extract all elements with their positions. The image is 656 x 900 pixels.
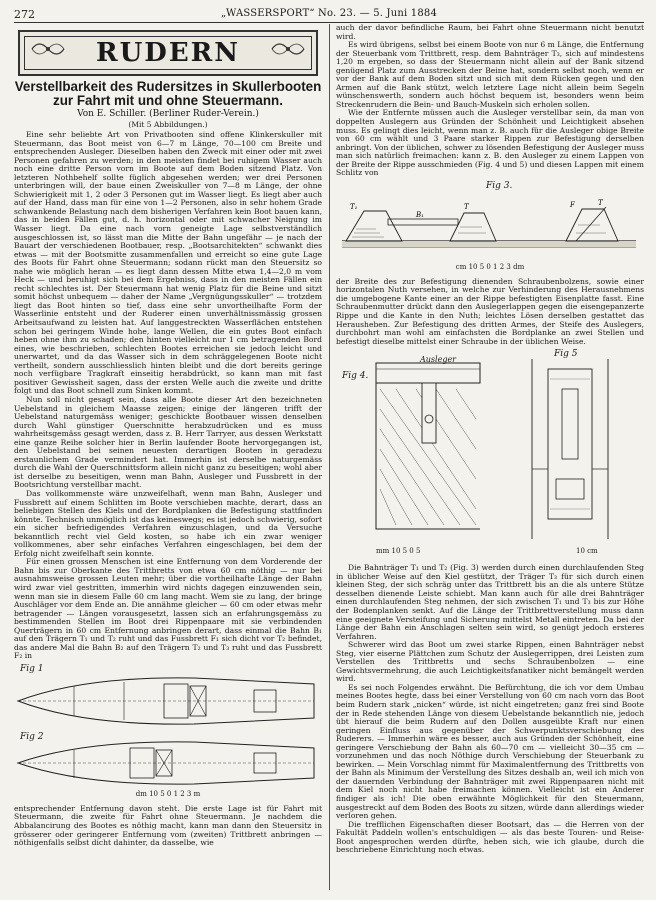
svg-text:T₁: T₁ [350, 202, 358, 211]
figure-1-2 [14, 664, 322, 802]
svg-text:B₁: B₁ [416, 210, 424, 219]
paragraph: der Breite des zur Befestigung dienenden Schraubenbolzens, sowie einer horizontalen Nuth versehen, in welche zur Verhinderung des Herausnehmens die umgebogene Kante einer an der Rippe befestigten Eisenplatte fasst. Eine Schraubenmutter drückt dann den Auslegerlappen gegen die eisengepanzerte Rippe und die Kante in den Nuth; leichtes Lösen derselben gestattet das Herausheben. Zur Befestigung des dritten Armes, der Steife des Auslegers, durchbohrt man wohl am einfachsten die Bordplanke an zwei Stellen und befestigt dieselbe mittelst einer Schraube in der üblichen Weise. [336, 276, 644, 346]
fig3-label: Fig 3. [486, 180, 513, 191]
fig4-label: Fig 4. [342, 371, 369, 382]
article-author: Von E. Schiller. (Berliner Ruder-Verein.) [77, 109, 259, 119]
right-column [336, 24, 644, 894]
paragraph: Es sei noch Folgendes erwähnt. Die Befürchtung, die ich vor dem Umbau meines Bootes hegte, dass bei einer Verstellung von 60 cm nach vorn das Boot beim Rudern stark „nicken“ würde, ist nicht eingetreten; ganz frei sind Boote der in Rede stehenden Länge von diesem Uebelstande bekanntlich nie, jedoch übt hierauf die beim Rudern auf den Dollen ausgeübte Kraft nur einen geringen Einfluss aus gegenüber der Schwerpunktsverschiebung des Ruderers. — Immerhin wäre es besser, auch aus Gründen der Schönheit, eine geringere Verschiebung der Bahn als 60—70 cm — vielleicht 30—35 cm — vorzunehmen und das noch Nöthige durch Verschiebung der Steuerbank zu bewirken. — Mein Vorschlag nimmt für Maximalentfernung des Trittbretts von der Bahn als Minimum der Verstellung des Sitzes deshalb an, weil ich mich von der dauernden Verbindung der Bahnträger mit zwei Rippenpaaren nicht mit dem Kiel noch nicht habe freimachen können. Vielleicht ist ein Anderer findiger als ich! Die oben erwähnte Möglichkeit für den Steuermann, ausgestreckt auf dem Boden des Boots zu sitzen, würde dann allerdings wieder verloren gehen. [336, 682, 644, 821]
page [14, 6, 644, 894]
paragraph: auch der davor befindliche Raum, bei Fahrt ohne Steuermann nicht benutzt wird. [336, 24, 644, 41]
paragraph: Das vollkommenste wäre unzweifelhaft, wenn man Bahn, Ausleger und Fussbrett auf einem Schlitten im Boote verschieben machte, derart, dass an beliebigen Stellen des Kiels und der Bordplanken die Befestigung stattfinden könnte. Technisch unmöglich ist das keineswegs; es ist jedoch schwierig, sofort ein sicher befriedigendes Verfahren einzuschlagen, und da Versuche bekanntlich recht viel Geld kosten, so habe ich ein zwar weniger vollkommenes, aber sehr einfaches Verfahren eingeschlagen, bei dem der Erfolg nicht zweifelhaft sein konnte. [14, 488, 322, 558]
fig45-rigger-detail-icon [336, 349, 644, 549]
paragraph: Für einen grossen Menschen ist eine Entfernung von dem Vorderende der Bahn bis zur Oberkante des Trittbretts von etwa 60 cm nöthig — nur bei ausnahmsweise grossen Leuten mehr; über die vortheilhafte Länge der Bahn wird zwar viel gestritten, immerhin wird nichts dagegen einzuwenden sein, wenn man sie in diesem Falle 60 cm lang macht. Wem sie zu lang, der bringe Auschläger vor dem Ende an. Die annähme gleicher — 60 cm oder etwas mehr betragender — Längen vorausgesetzt, lassen sich an erfahrungsgemäss zu bestimmenden Stellen im Boot drei Rippenpaare mit sie verbindenden Querträgern in 60 cm Entfernung anbringen derart, dass einmal die Bahn B₁ auf den Trägern T₁ und T₂ ruht und das Fussbrett F₁ sich dicht vor T₂ befindet, das andere Mal die Bahn B₂ auf den Trägern T₂ und T₃ ruht und das Fussbrett F₂ in [14, 557, 322, 661]
header-rule [14, 22, 644, 23]
fig2-boat-plan-icon [14, 738, 322, 788]
article-title: Verstellbarkeit des Rudersitzes in Skullerbooten zur Fahrt mit und ohne Steuermann. [14, 79, 322, 108]
fig3-scale: cm 10 5 0 1 2 3 dm [455, 262, 525, 271]
figure-4-5 [336, 349, 644, 561]
paragraph: Die trefflichen Eigenschaften dieser Bootsart, das — die Herren von der Fakultät Paddeln wollen's entschuldigen — als das beste Touren- und Reise-Boot angesprochen werden dürfte, heben sich, wie ich glaube, durch die beschriebene Einrichtung noch etwas. [336, 819, 644, 855]
fig1-boat-plan-icon [14, 672, 322, 730]
masthead-frame [24, 36, 312, 70]
ornament-right-icon [270, 38, 306, 60]
masthead-title: RUDERN [95, 38, 241, 68]
fig5-label: Fig 5 [554, 349, 578, 360]
paragraph: Die Bahnträger T₁ und T₂ (Fig. 3) werden durch einen durchlaufenden Steg in üblicher Weise auf den Kiel gestützt, der Träger T₃ für sich durch einen kleinen Steg, der sich schräg unter das Trittbrett bis an die als untere Stütze desselben dienende Leiste schiebt. Man kann auch für alle drei Bahnträger einen durchlaufenden Steg nehmen, der sich zwischen T₁ und T₃ bis zur Höhe der Bodenplanken senkt. Auf die Länge der Trittbrettverstellung muss dann eine geeignete Versteifung und Sicherung mittelst Metall eintreten. Da bei der Länge der Bahn ein Anschlagen selten sein wird, so genügt jedoch ersteres Verfahren. [336, 563, 644, 641]
paragraph: Schwerer wird das Boot um zwei starke Rippen, einen Bahnträger nebst Steg, vier eiserne Plättchen zum Schutz der Auslegerrippen, drei Leisten zum Verstellen des Trittbretts und sechs Schraubenbolzen — eine Gewichtsvermehrung, die auch Leichtigkeitsfanatiker nicht bemängelt werden wird. [336, 640, 644, 684]
fig12-scale: dm 10 5 0 1 2 3 m [135, 789, 201, 798]
fig3-section-icon [336, 191, 644, 261]
fig45-scale-left: mm 10 5 0 5 [376, 547, 421, 556]
svg-text:T: T [464, 202, 469, 211]
paragraph: Eine sehr beliebte Art von Privatbooten sind offene Klinkerskuller mit Steuermann, das Boot meist von 6—7 m Länge, 70—100 cm Breite und entsprechenden Ausleger. Dieselben haben den Zweck mit einer oder mit zwei Personen gefahren zu werden; in den meisten findet bei ruhigem Wasser auch noch eine dritte Person vorn im Boote auf dem Boden sitzend Platz. Von letzteren Nothbehelf sollte füglich abgesehen werden; wer drei Personen unterbringen will, der baue einen Zweiskuller von 7—8 m Länge, der ohne Schwierigkeit mit 1, 2 oder 3 Personen gut im Wasser liegt. Es liegt aber auch auf der Hand, dass man für eine von 1—2 Personen, also in sehr hohem Grade schwankende Belastung nach dem bisherigen Verfahren kein Boot bauen kann, das in beiden Fällen gut, d. h. horizontal oder mit schwacher Neigung im Wasser liegt. Da eine nach vorn geneigte Lage selbstverständlich ausgeschlossen ist, so lässt man die Mitte der Bahn ungefähr — je nach der Bauart der verschiedenen Bootbauer, resp. „Bootsarchitekten“ schwankt dies etwas — mit der Bootsmitte zusammenfallen und erreicht so eine gute Lage des Boots für Fahrt ohne Steuermann; sodann rückt man den Steuersitz so nahe wie möglich heran — es liegt dann dessen Mitte etwa 1,4—2,0 m vom Heck — und beruhigt sich bei dem Ergebniss, dass in den meisten Fällen ein recht schlechtes ist. Der Steuermann hat wenig Platz für die Beine und sitzt somit höchst unbequem — daher der Name „Vergnügungsskuller“ — trotzdem liegt das Boot hinten so tief, dass eine sehr unvortheilhafte Form der Wasserlinie entsteht und der Ruderer einen unverhältnissmässig grossen Arbeitsaufwand zu leisten hat. Auf langgestreckten Wasserflächen entstehen schon bei geringem Winde hohe, lange Wellen, die ein gutes Boot einfach heben ohne ihm zu schaden; den hinten vielleicht nur 1 cm betragenden Bord eines, wie beschrieben, schlechten Bootes erreichen sie jedoch leicht und unerwartet, und da das Wasser sich in dem schräggelegenen Boote nicht vertheilt, sondern ausschliesslich hinten bleibt und die dort bereits geringe noch verfügbare Tragkraft einseitig herabdrückt, so kann man mit fast positiver Gewissheit sagen, dass der ersten Welle auch die zweite und dritte folgt und das Boot schnell zum Sinken kommt. [14, 130, 322, 396]
page-number: 272 [14, 8, 35, 21]
running-title: „WASSERSPORT“ No. 23. — 5. Juni 1884 [220, 8, 438, 19]
figures-note: (Mit 5 Abbildungen.) [128, 120, 208, 129]
paragraph: Wie der Entfernte müssen auch die Ausleger verstellbar sein, da man von doppelten Auslegern aus Gründen der Schönheit und Leichtigkeit absehen muss. Es gelingt dies leicht, wenn man z. B. auch für die Ausleger obige Breite von 60 cm wählt und 3 Paare starker Rippen zur Befestigung derselben anbringt. Von der üblichen, schwer zu lösenden Befestigung der Ausleger muss man sich natürlich freimachen: kann z. B. den Ausleger zu einem Lappen von der Breite der Rippe ausschmieden (Fig. 4 und 5) und diesen Lappen mit einem Schlitz von [336, 108, 644, 178]
paragraph: Es wird übrigens, selbst bei einem Boote von nur 6 m Länge, die Entfernung der Steuerbank vom Trittbrett, resp. dem Bahnträger T₃, sich auf mindestens 1,20 m ergeben, so dass der Steuermann nicht allein auf der Bank sitzend genügend Platz zum Ausstrecken der Beine hat, sondern selbst noch, wenn er vor der Bank auf dem Boden sitzt und sich mit dem Rücken gegen und den Armen auf die Bank stützt, welch letztere Lage nicht allein beim Segeln wünschenswerth, sondern auch höchst bequem ist, besonders wenn beim Streckenrudern die Bein- und Bauch-Muskeln sich erholen sollen. [336, 40, 644, 109]
svg-text:T: T [598, 198, 603, 207]
fig2-label: Fig 2 [20, 731, 44, 742]
paragraph: Nun soll nicht gesagt sein, dass alle Boote dieser Art den bezeichneten Uebelstand in gleichem Maasse zeigen; einige der längeren trifft der Uebelstand naturgemäss weniger; geschickte Bootbauer wissen denselben durch Wahl günstiger Querschnitte herabzudrücken und es muss wahrheitsgemäss gesagt werden, dass z. B. Herr Tarryer, aus dessen Werkstatt eine ganze Reihe solcher hier in Berlin laufender Boote hervorgegangen ist, den Uebelstand bei seinen neuesten derartigen Booten in geradezu erstaunlichem Grade vermindert hat. Immerhin ist derselbe naturgemäss durch die Wahl der Querschnittsform allein nicht ganz zu beseitigen; wohl aber ist derselbe zu beseitigen, wenn man Bahn, Ausleger und Fussbrett in der Bootsrichtung verstellbar macht. [14, 394, 322, 490]
svg-text:F: F [570, 200, 575, 209]
fig4-ausleger-label: Ausleger [420, 355, 457, 365]
masthead [18, 30, 318, 76]
paragraph: entsprechender Entfernung davon steht. Die erste Lage ist für Fahrt mit Steuermann, die zweite für Fahrt ohne Steuermann. Je nachdem die Abbalancirung des Bootes es nöthig macht, kann man dann den Steuersitz in grösserer oder geringerer Entfernung vom (zweiten) Trittbrett anbringen — nöthigenfalls selbst dicht dahinter, da dasselbe, wie [14, 803, 322, 848]
fig1-label: Fig 1 [20, 663, 44, 674]
running-head [14, 6, 644, 22]
left-column [14, 24, 322, 894]
figure-3 [336, 181, 644, 275]
fig45-scale-right: 10 cm [576, 547, 598, 556]
